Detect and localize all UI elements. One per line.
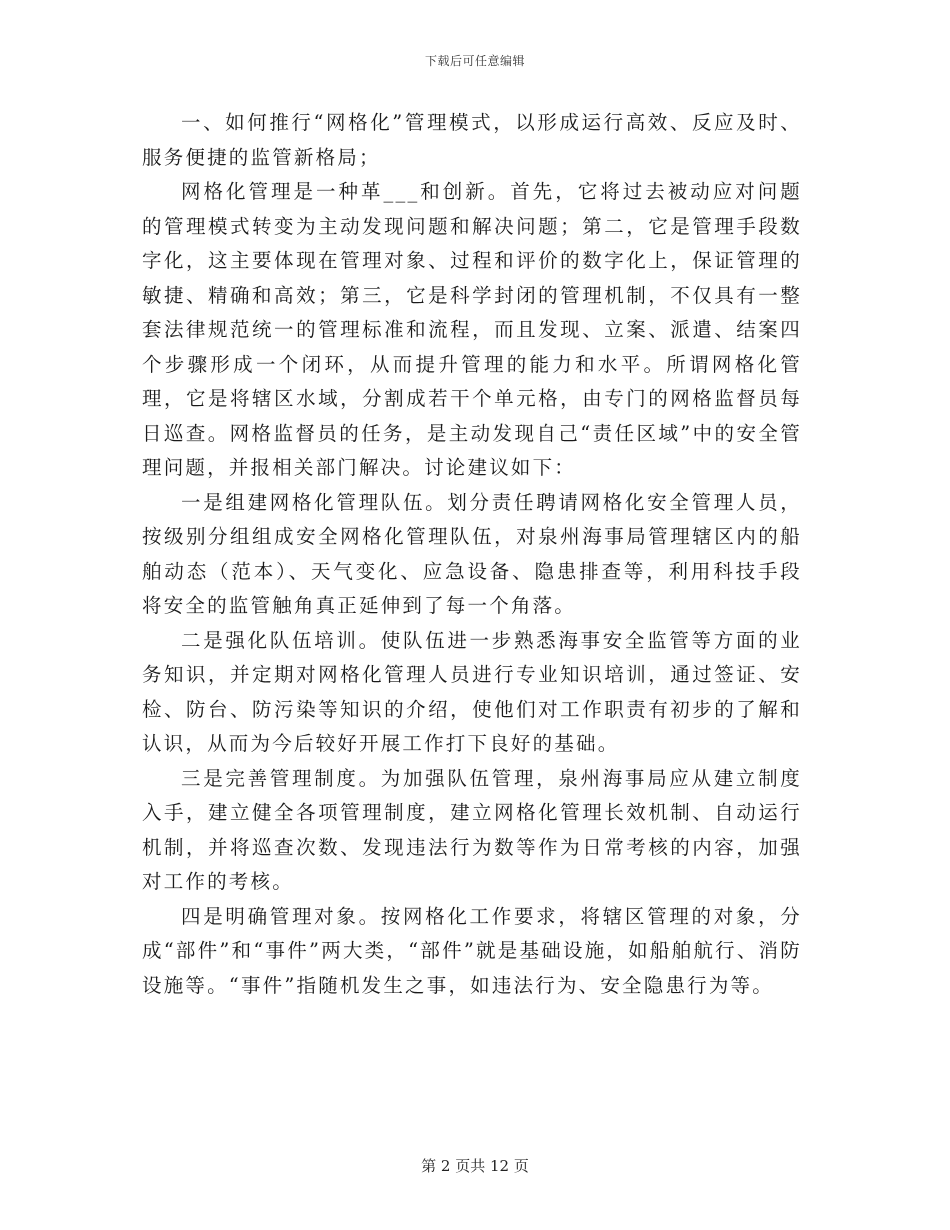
- page-number: 第 2 页共 12 页: [421, 1157, 529, 1175]
- document-body: [142, 106, 802, 1003]
- paragraph-point-3: 三是完善管理制度。为加强队伍管理，泉州海事局应从建立制度入手，建立健全各项管理制度，建立网格化管理长效机制、自动运行机制，并将巡查次数、发现违法行为数等作为日常考核的内容，加强对工作的考核。: [142, 766, 802, 893]
- paragraph-point-1: 一是组建网格化管理队伍。划分责任聘请网格化安全管理人员，按级别分组组成安全网格化管理队伍，对泉州海事局管理辖区内的船舶动态（范本）、天气变化、应急设备、隐患排查等，利用科技手段将安全的监管触角真正延伸到了每一个角落。: [142, 490, 802, 617]
- section-heading: 一、如何推行“网格化”管理模式，以形成运行高效、反应及时、服务便捷的监管新格局；: [142, 111, 802, 169]
- paragraph-point-4: 四是明确管理对象。按网格化工作要求，将辖区管理的对象，分成“部件”和“事件”两大类，“部件”就是基础设施，如船舶航行、消防设施等。“事件”指随机发生之事，如违法行为、安全隐患行为等。: [142, 904, 802, 997]
- paragraph-intro: 网格化管理是一种革___和创新。首先，它将过去被动应对问题的管理模式转变为主动发现问题和解决问题；第二，它是管理手段数字化，这主要体现在管理对象、过程和评价的数字化上，保证管理的敏捷、精确和高效；第三，它是科学封闭的管理机制，不仅具有一整套法律规范统一的管理标准和流程，而且发现、立案、派遣、结案四个步骤形成一个闭环，从而提升管理的能力和水平。所谓网格化管理，它是将辖区水域，分割成若干个单元格，由专门的网格监督员每日巡查。网格监督员的任务，是主动发现自己“责任区域”中的安全管理问题，并报相关部门解决。讨论建议如下：: [142, 180, 802, 479]
- paragraph-point-2: 二是强化队伍培训。使队伍进一步熟悉海事安全监管等方面的业务知识，并定期对网格化管理人员进行专业知识培训，通过签证、安检、防台、防污染等知识的介绍，使他们对工作职责有初步的了解和认识，从而为今后较好开展工作打下良好的基础。: [142, 628, 802, 755]
- header-note: 下载后可任意编辑: [424, 54, 525, 68]
